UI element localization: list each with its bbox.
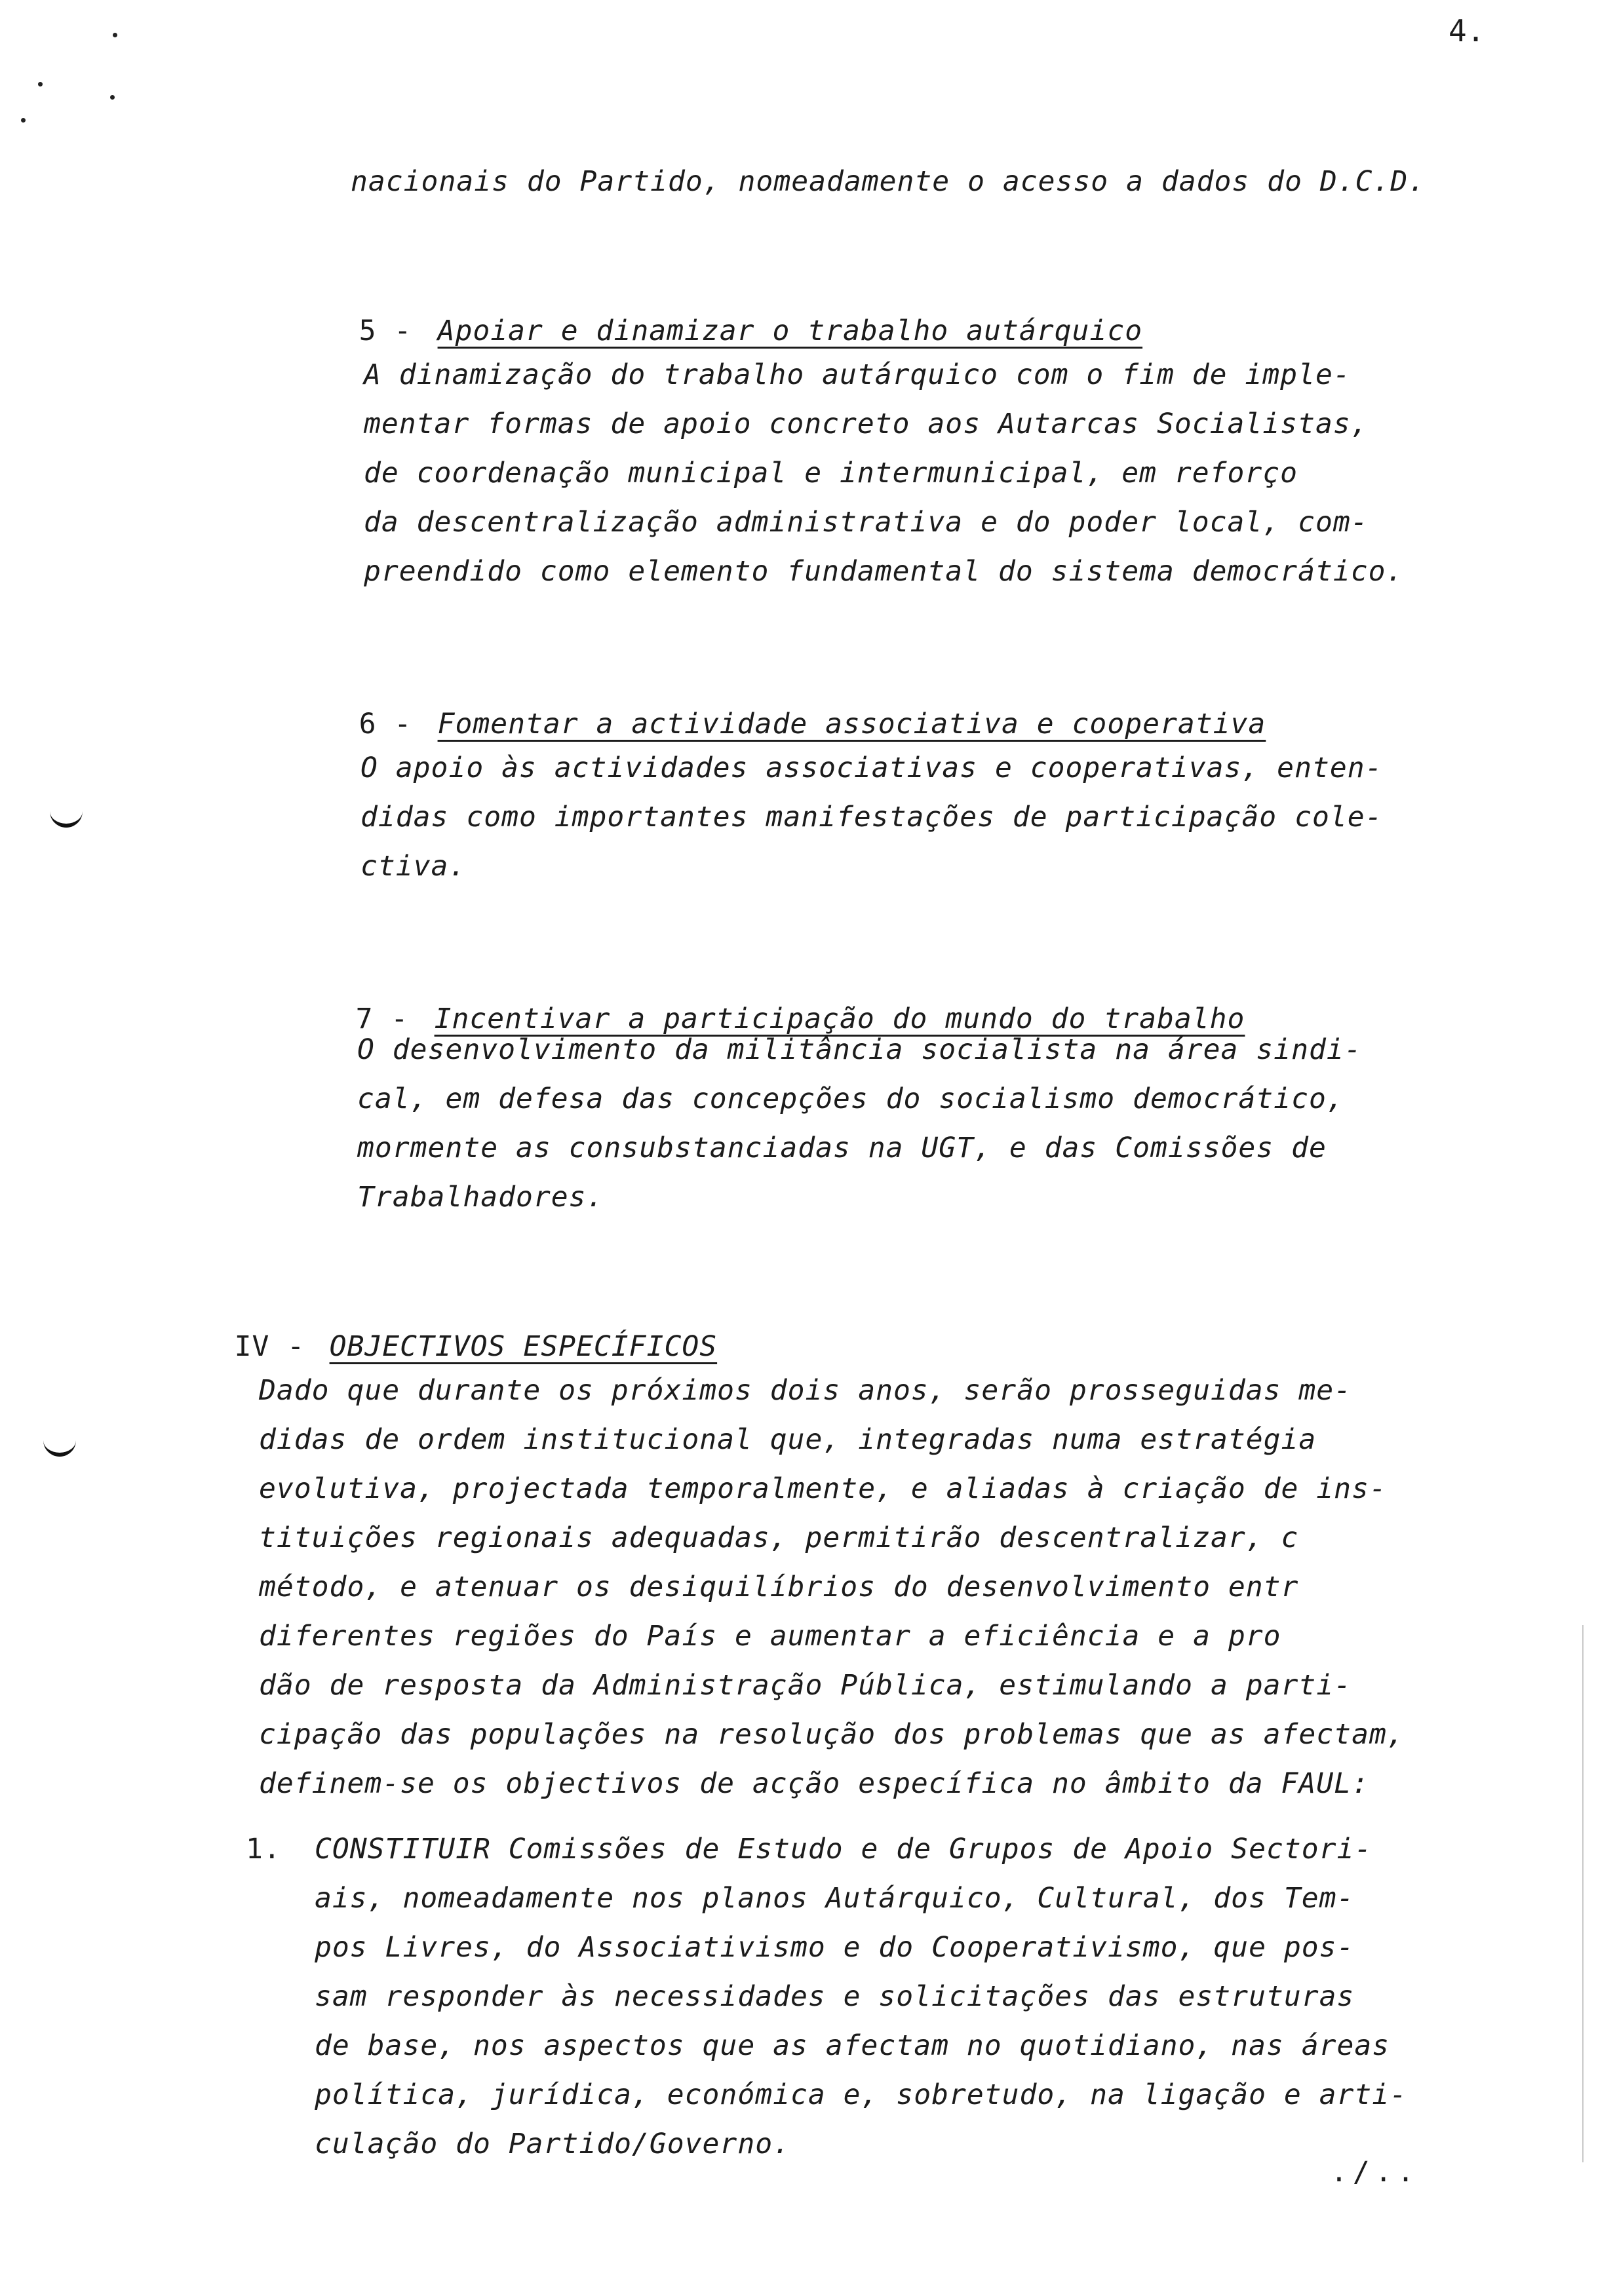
paragraph-line: tituições regionais adequadas, permitirão descentralizar, c [259,1521,1299,1554]
section-heading-7 [285,940,1245,1035]
list-item-body [315,1825,1407,2169]
punch-hole-mark [50,809,83,828]
list-line: de base, nos aspectos que as afectam no quotidiano, nas áreas [315,2029,1390,2062]
body-line: O apoio às actividades associativas e cooperativas, enten- [360,752,1383,784]
paragraph-line: método, e atenuar os desiquilíbrios do desenvolvimento entr [259,1571,1299,1603]
body-line: A dinamização do trabalho autárquico com o fim de imple- [364,358,1351,391]
body-line: ctiva. [360,850,467,883]
list-line: ais, nomeadamente nos planos Autárquico, Cultural, dos Tem- [315,1882,1355,1915]
paragraph-line: definem-se os objectivos de acção específica no âmbito da FAUL: [259,1767,1369,1800]
body-line: Trabalhadores. [357,1181,604,1214]
list-line: sam responder às necessidades e solicitações das estruturas [315,1980,1355,2013]
list-number: 1. [246,1833,281,1866]
paragraph-line: Dado que durante os próximos dois anos, serão prosseguidas me- [259,1374,1352,1407]
intro-block [351,157,1426,206]
scan-speck [38,82,43,86]
scan-speck [110,95,115,100]
body-line: preendido como elemento fundamental do sistema democrático. [364,555,1404,588]
section-body-6 [360,744,1383,891]
body-line: didas como importantes manifestações de participação cole- [360,801,1383,833]
punch-hole-mark [43,1438,76,1457]
list-line: culação do Partido/Governo. [315,2128,790,2160]
body-line: cal, em defesa das concepções do socialismo democrático, [357,1082,1344,1115]
section-body-5 [364,351,1403,596]
chapter-number: IV - [234,1330,305,1363]
body-line: mentar formas de apoio concreto aos Autarcas Socialistas, [364,408,1369,440]
body-line: da descentralização administrativa e do poder local, com- [364,506,1369,539]
scan-speck [21,118,26,123]
chapter-heading [164,1268,718,1363]
section-heading-6 [288,645,1266,740]
section-body-7 [357,1025,1362,1222]
scan-edge [1582,1625,1584,2162]
body-line: mormente as consubstanciadas na UGT, e das Comissões de [357,1132,1327,1164]
paragraph-line: cipação das populações na resolução dos problemas que as afectam, [259,1718,1405,1751]
list-line: política, jurídica, económica e, sobretudo, na ligação e arti- [315,2078,1408,2111]
intro-line: nacionais do Partido, nomeadamente o acesso a dados do D.C.D. [351,165,1426,198]
section-number: 7 - [355,1003,409,1035]
paragraph-line: dão de resposta da Administração Pública, estimulando a parti- [259,1669,1352,1702]
section-number: 5 - [359,315,412,347]
section-title: Apoiar e dinamizar o trabalho autárquico [437,315,1143,347]
paragraph-line: didas de ordem institucional que, integradas numa estratégia [259,1423,1317,1456]
chapter-title: OBJECTIVOS ESPECÍFICOS [329,1330,718,1363]
body-line: O desenvolvimento da militância socialista na área sindi- [357,1033,1362,1066]
scan-speck [113,33,117,37]
continuation-mark: ./.. [1331,2156,1420,2189]
section-heading-5 [288,252,1143,347]
paragraph-line: diferentes regiões do País e aumentar a eficiência e a pro [259,1620,1281,1653]
list-line: pos Livres, do Associativismo e do Cooperativismo, que pos- [315,1931,1355,1964]
section-number: 6 - [359,708,412,740]
paragraph-line: evolutiva, projectada temporalmente, e aliadas à criação de ins- [259,1472,1387,1505]
chapter-paragraph [259,1366,1405,1808]
body-line: de coordenação municipal e intermunicipal, em reforço [364,457,1298,489]
list-line: CONSTITUIR Comissões de Estudo e de Grupos de Apoio Sectori- [315,1833,1372,1866]
section-title: Incentivar a participação do mundo do trabalho [434,1003,1245,1035]
section-title: Fomentar a actividade associativa e cooperativa [437,708,1266,740]
list-item-number [246,1825,305,1874]
page-number: 4. [1449,13,1485,48]
